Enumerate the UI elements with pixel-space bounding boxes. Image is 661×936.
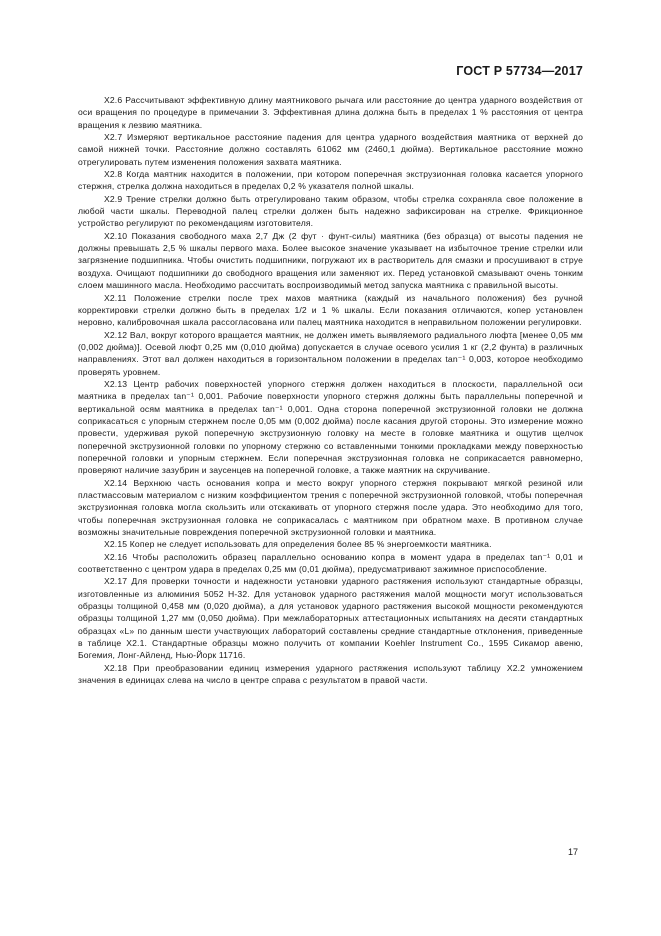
paragraph-x2-17: X2.17 Для проверки точности и надежности установки ударного растяжения используют стандартные образцы, изготовленные из алюминия 5052 H-32. Для установок ударного растяжения малой мощности могут использоваться образцы толщиной 0,458 мм (0,020 дюйма), а для установок ударного растяжения высокой мощности рекомендуются образцы толщиной 1,27 мм (0,050 дюйма). При межлабораторных аттестационных испытаниях на десяти стандартных образцах «L» по данным шести участвующих лабораторий составлены средние стандартные отклонения, приведенные в таблице X2.1. Стандартные образцы можно получить от компании Koehler Instrument Co., 1595 Сикамор авеню, Богемия, Лонг-Айленд, Нью-Йорк 11716. (78, 576, 583, 661)
paragraph-x2-7: X2.7 Измеряют вертикальное расстояние падения для центра ударного воздействия маятника от верхней до самой нижней точки. Расстояние должно составлять 61062 мм (2460,1 дюйма). Вертикальное расстояние можно отрегулировать путем изменения положения захвата маятника. (78, 132, 583, 167)
paragraph-x2-13: X2.13 Центр рабочих поверхностей упорного стержня должен находиться в плоскости, параллельной оси маятника в пределах tan⁻¹ 0,001. Рабочие поверхности упорного стержня должны быть параллельны поперечной и вертикальной осям маятника в пределах tan⁻¹ 0,001. Одна сторона поперечной экструзионной головки не должна соприкасаться с упорным стержнем после 0,05 мм (0,002 дюйма) после касания другой стороны. Это измерение можно провести, удерживая рукой поперечную экструзионную головку на месте в головке маятника и ощутив щелчок поперечной экструзионной головки по упорному стержню со вставленными тонкими прокладками между поверхностью поперечной головки и упорным стержнем. Если поперечная экструзионная головка не соприкасается равномерно, проверяют наличие зазубрин и заусенцев на поперечной головке, а также маятник на скручивание. (78, 378, 583, 476)
page-number: 17 (568, 847, 579, 857)
paragraph-x2-14: X2.14 Верхнюю часть основания копра и место вокруг упорного стержня покрывают мягкой резиной или пластмассовым материалом с низким коэффициентом трения с поперечной экструзионной головкой, чтобы поперечная экструзионная головка могла скользить или отскакивать от упорного стержня после удара. Это необходимо для того, чтобы поперечная экструзионная головка не соприкасалась с маятником при обратном махе. В противном случае возможны значительные повреждения поперечной экструзионной головки и маятника. (78, 477, 583, 538)
paragraph-x2-16: X2.16 Чтобы расположить образец параллельно основанию копра в момент удара в пределах tan⁻¹ 0,01 и соответственно с центром удара в пределах 0,25 мм (0,01 дюйма), предусматривают зажимное приспособление. (78, 551, 583, 575)
document-body (78, 94, 583, 687)
paragraph-x2-18: X2.18 При преобразовании единиц измерения ударного растяжения используют таблицу X2.2 умножением значения в единицах слева на число в центре справа с результатом в правой части. (78, 662, 583, 686)
paragraph-x2-10: X2.10 Показания свободного маха 2,7 Дж (2 фут · фунт-силы) маятника (без образца) от высоты падения не должны превышать 2,5 % шкалы первого маха. Более высокое значение указывает на избыточное трение стрелки или загрязнение подшипника. Чтобы очистить подшипники, погружают их в растворитель для смазки и просушивают в струе воздуха. Очищают подшипники до свободного вращения или заменяют их. Перед установкой смазывают очень тонким слоем машинного масла. Необходимо рассчитать воспроизводимый метод запуска маятника с правильной высоты. (78, 230, 583, 291)
paragraph-x2-11: X2.11 Положение стрелки после трех махов маятника (каждый из начального положения) без ручной корректировки стрелки должно быть в пределах 1/2 и 1 % шкалы. Если показания отличаются, копер установлен неровно, калибровочная шкала рассогласована или палец маятника находится в неправильном положении регулировки. (78, 292, 583, 328)
paragraph-x2-8: X2.8 Когда маятник находится в положении, при котором поперечная экструзионная головка касается упорного стержня, стрелка должна находиться в пределах 0,2 % указателя полной шкалы. (78, 169, 583, 192)
paragraph-x2-12: X2.12 Вал, вокруг которого вращается маятник, не должен иметь выявляемого радиального люфта [менее 0,05 мм (0,002 дюйма)]. Осевой люфт 0,25 мм (0,010 дюйма) допускается в случае осевого усилия 1 кг (2,2 фунта) в различных направлениях. Этот вал должен находиться в горизонтальном положении в пределах tan⁻¹ 0,003, которое необходимо проверять уровнем. (78, 329, 583, 377)
document-header: ГОСТ Р 57734—2017 (456, 64, 583, 78)
paragraph-x2-15: X2.15 Копер не следует использовать для определения более 85 % энергоемкости маятника. (104, 539, 492, 550)
paragraph-x2-6: X2.6 Рассчитывают эффективную длину маятникового рычага или расстояние до центра ударного воздействия от оси вращения по процедуре в примечании 3. Эффективная длина должна быть в пределах 1 % расстояния от центра вращения к лезвию маятника. (78, 95, 583, 130)
paragraph-x2-9: X2.9 Трение стрелки должно быть отрегулировано таким образом, чтобы стрелка сохраняла свое положение в любой части шкалы. Переводной палец стрелки должен быть надежно зафиксирован на стрелке. Фрикционное устройство регулируют по рекомендациям изготовителя. (78, 193, 583, 229)
